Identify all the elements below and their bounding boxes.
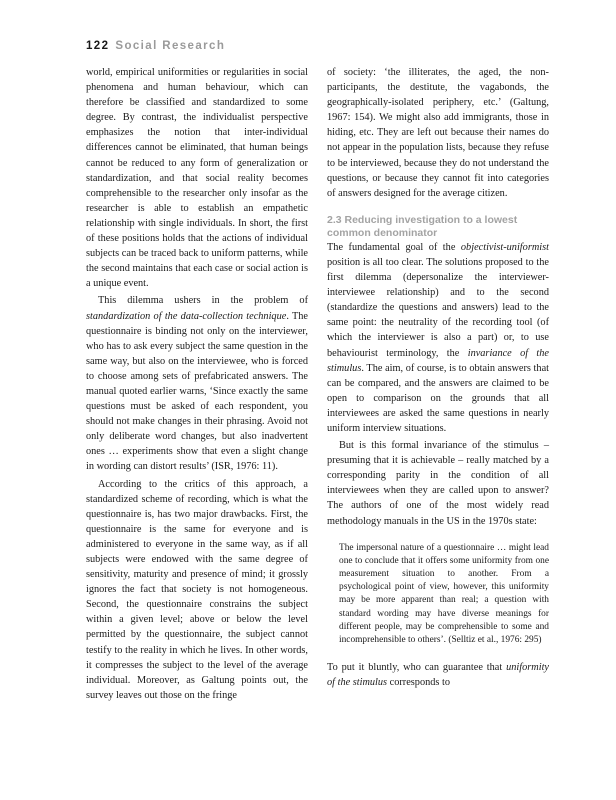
paragraph: of society: ‘the illiterates, the aged, the non-participants, the destitute, the vagabonds, the geographically-isolated periphery, etc.’ (Galtung, 1967: 154). We might also add immigrants, those in hiding, etc. They are left out because their names do not appear in the population lists, because they refuse to be interviewed, because they do not understand the questions, or because they cannot fit into categories of answers designed for the average citizen.: [327, 67, 549, 199]
paragraph: To put it bluntly, who can guarantee that uniformity of the stimulus corresponds to: [327, 662, 549, 689]
emphasis: standardization of the data-collection technique: [86, 310, 287, 322]
block-quote: The impersonal nature of a questionnaire … might lead one to conclude that it offers some uniformity from one measurement situation to another. From a psychological point of view, however, this uniformity may be more apparent than real; a question with standard wording may have diverse meanings for different people, may be comprehensible to some and incomprehensible to others’. (Selltiz et al., 1976: 295): [339, 542, 549, 646]
emphasis: uniformity of the stimulus: [327, 662, 549, 689]
right-column: [327, 65, 549, 690]
emphasis: objectivist-uniformist: [460, 241, 549, 253]
paragraph: world, empirical uniformities or regularities in social phenomena and human behaviour, which can therefore be classified and standardized to some degree. By contrast, the individualist perspective emphasizes the notion that inter-individual differences cannot be eliminated, that human beings cannot be reduced to any form of generalization or standardization, and that social reality becomes comprehensible to the researcher only insofar as the researcher is able to establish an empathetic relationship with single individuals. In short, the first of these positions holds that the actions of individual subjects can be traced back to uniform patterns, while the second maintains that each case or social action is a unique event.: [86, 67, 308, 290]
left-column: [86, 65, 308, 703]
section-heading: 2.3 Reducing investigation to a lowest common denominator: [327, 213, 518, 239]
paragraph: This dilemma ushers in the problem of standardization of the data-collection technique. The questionnaire is binding not only on the interviewer, who has to ask every subject the same question in the same way, but also on the interviewee, who is forced to choose among sets of prefabricated answers. The manual quoted earlier warns, ‘Since exactly the same questions must be asked of each respondent, you should not make changes in their phrasing. Avoid not only deliberate word changes, but also inadvertent ones … experiments show that even a slight change in wording can distort results’ (ISR, 1976: 11).: [86, 295, 308, 473]
page-number: 122: [86, 40, 110, 52]
paragraph: The fundamental goal of the objectivist-uniformist position is all too clear. The solutions proposed to the first dilemma (depersonalize the interviewer-interviewee relationship) and to the second (standardize the questions and answers) lead to the same point: the neutrality of the recording tool (of which the interviewer is also a part) or, to use behaviourist terminology, the invariance of the stimulus. The aim, of course, is to obtain answers that can be compared, and the answers are claimed to be open to comparison on the grounds that all interviewees are asked the same questions in nearly uniform interview situations.: [327, 241, 549, 434]
emphasis: invariance of the stimulus: [327, 347, 549, 374]
running-title: Social Research: [115, 40, 226, 52]
paragraph: But is this formal invariance of the stimulus – presuming that it is achievable – really matched by a corresponding parity in the condition of all interviewees when they are called upon to answer? The authors of one of the most widely read methodology manuals in the US in the 1970s state:: [327, 440, 549, 527]
running-header: [86, 40, 225, 52]
paragraph: According to the critics of this approach, a standardized scheme of recording, which is what the questionnaire is, has two major drawbacks. First, the questionnaire is the same for everyone and is administered to everyone in the same way, as if all subjects were endowed with the same degree of sensitivity, maturity and presence of mind; it grossly ignores the fact that society is not homogeneous. Second, the questionnaire constrains the subject within a given level; above or below the level permitted by the questionnaire, the subject cannot testify to the reality in which he lives. In other words, it compresses the subject to the level of the average individual. Moreover, as Galtung points out, the survey leaves out those on the fringe: [86, 478, 308, 701]
